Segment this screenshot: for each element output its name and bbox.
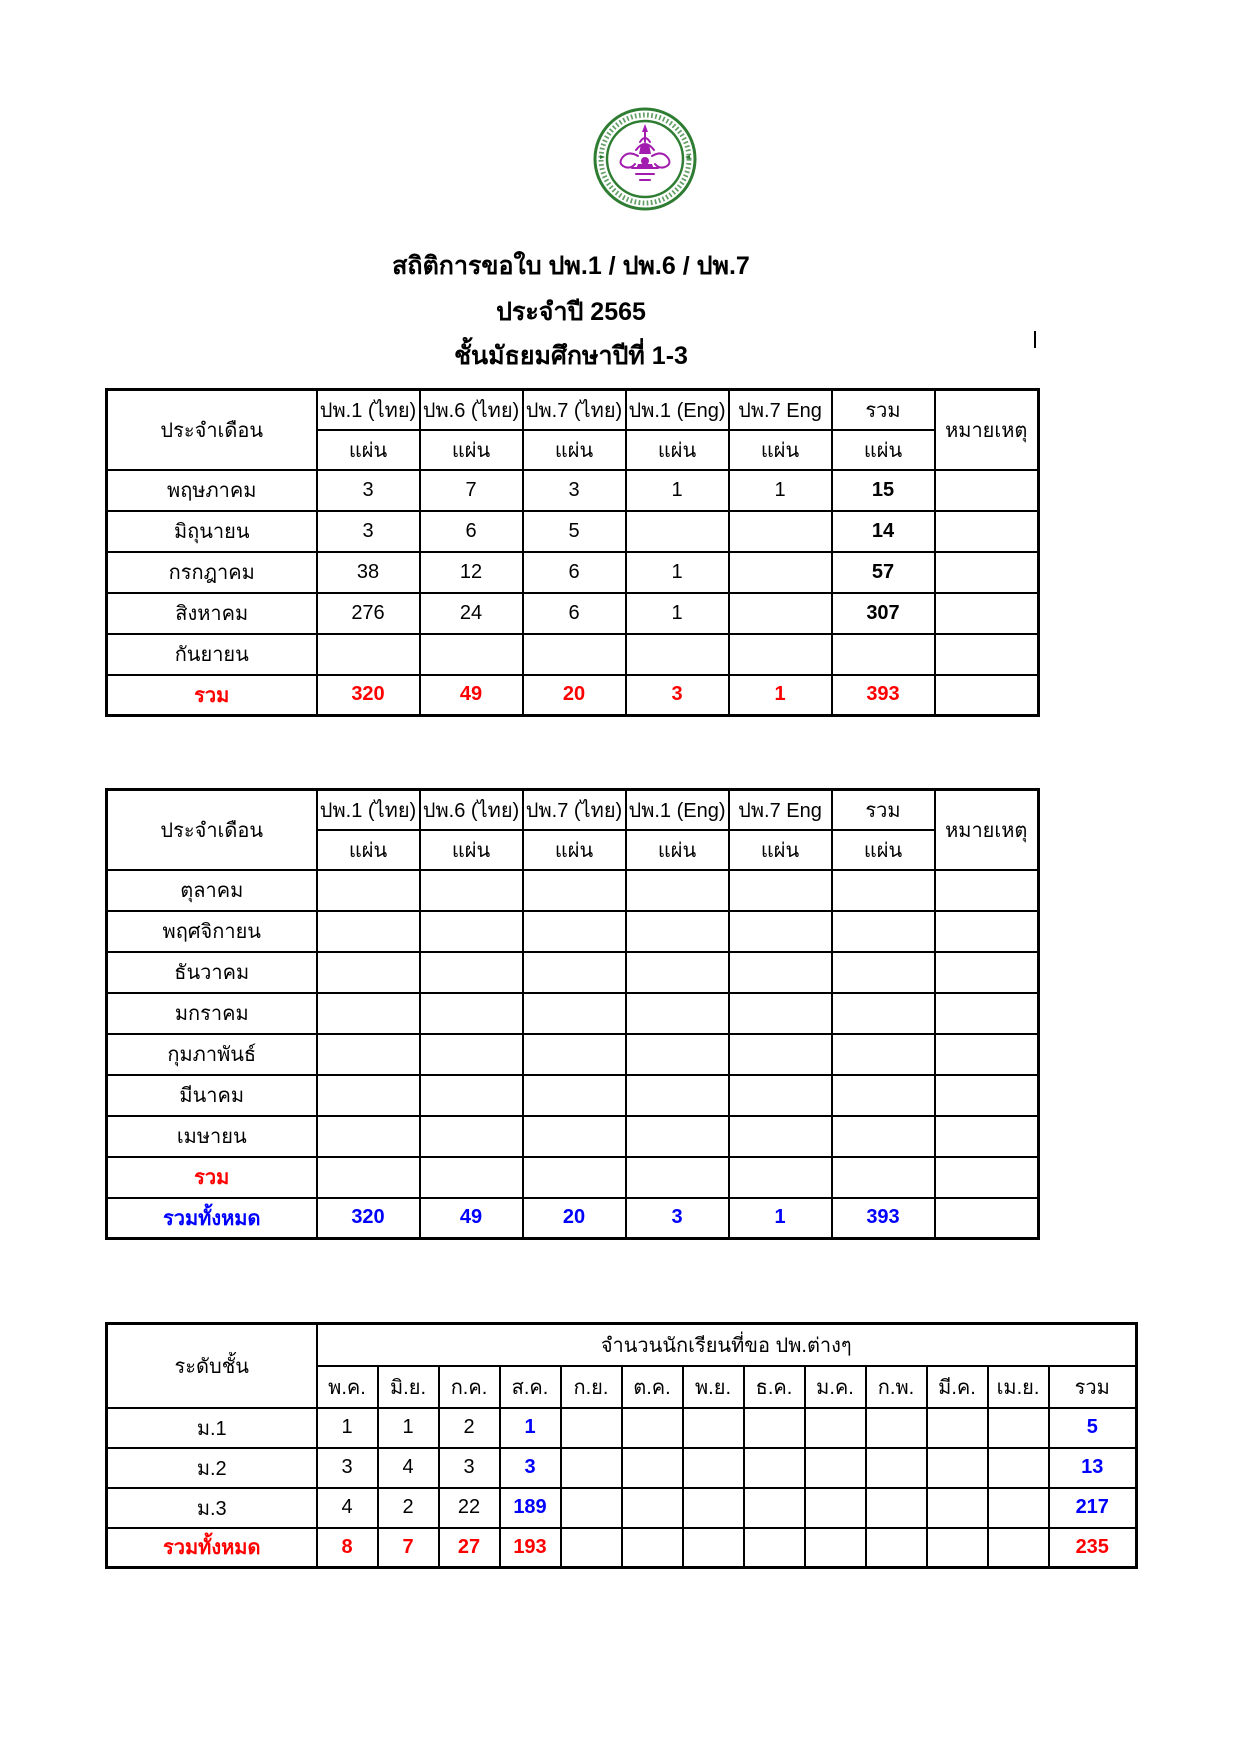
table-cell: 38 — [317, 552, 420, 593]
table-cell — [420, 870, 523, 911]
column-header-month: ส.ค. — [500, 1366, 561, 1408]
unit-label: แผ่น — [523, 830, 626, 870]
table-row — [107, 470, 1039, 511]
table-cell: 27 — [439, 1528, 500, 1568]
table-cell — [927, 1488, 988, 1528]
column-header-month: ม.ค. — [805, 1366, 866, 1408]
table-cell: 49 — [420, 1198, 523, 1239]
unit-label: แผ่น — [523, 430, 626, 470]
column-header-doc: ปพ.7 (ไทย) — [523, 790, 626, 830]
row-label: มิถุนายน — [107, 511, 317, 552]
table-cell — [420, 634, 523, 675]
table-cell — [622, 1408, 683, 1448]
table-cell — [683, 1408, 744, 1448]
table-row — [107, 593, 1039, 634]
column-header-total: รวม — [832, 390, 935, 430]
note-cell — [935, 1034, 1039, 1075]
table-cell — [561, 1528, 622, 1568]
table-row — [107, 1448, 1137, 1488]
row-total-cell: 393 — [832, 675, 935, 716]
row-label: รวม — [107, 1157, 317, 1198]
table-cell — [317, 911, 420, 952]
table-cell — [626, 634, 729, 675]
table-cell: 320 — [317, 675, 420, 716]
row-label: พฤศจิกายน — [107, 911, 317, 952]
semester1-table — [105, 388, 1040, 717]
table-cell: 2 — [378, 1488, 439, 1528]
table-cell — [729, 952, 832, 993]
table-cell — [561, 1408, 622, 1448]
table-row — [107, 870, 1039, 911]
table-row — [107, 1408, 1137, 1448]
column-header-doc: ปพ.1 (Eng) — [626, 790, 729, 830]
note-cell — [935, 511, 1039, 552]
table-cell — [927, 1408, 988, 1448]
table-cell — [805, 1448, 866, 1488]
table-row — [107, 1075, 1039, 1116]
table-cell: 20 — [523, 1198, 626, 1239]
table-row — [107, 1116, 1039, 1157]
table-cell — [729, 511, 832, 552]
note-cell — [935, 993, 1039, 1034]
column-header-doc: ปพ.1 (Eng) — [626, 390, 729, 430]
column-header-month: ก.ค. — [439, 1366, 500, 1408]
table-cell — [683, 1448, 744, 1488]
table-cell: 22 — [439, 1488, 500, 1528]
table-cell — [683, 1528, 744, 1568]
row-total-cell — [832, 993, 935, 1034]
grand-total-row — [107, 1528, 1137, 1568]
table-cell — [805, 1488, 866, 1528]
unit-label: แผ่น — [626, 830, 729, 870]
note-cell — [935, 675, 1039, 716]
row-label: รวมทั้งหมด — [107, 1198, 317, 1239]
table-cell — [420, 911, 523, 952]
note-cell — [935, 1116, 1039, 1157]
column-header-total: รวม — [832, 790, 935, 830]
table-cell — [523, 911, 626, 952]
column-header-doc: ปพ.7 Eng — [729, 390, 832, 430]
table-cell — [561, 1488, 622, 1528]
table-cell — [523, 1116, 626, 1157]
table-cell: 3 — [439, 1448, 500, 1488]
table-cell: 3 — [523, 470, 626, 511]
table-cell — [805, 1528, 866, 1568]
page-subtitle-year: ประจำปี 2565 — [496, 298, 646, 326]
table-cell: 1 — [729, 470, 832, 511]
row-total-cell — [832, 634, 935, 675]
table-cell: 3 — [626, 675, 729, 716]
row-total-cell — [832, 1075, 935, 1116]
table-cell — [729, 993, 832, 1034]
table-cell — [729, 911, 832, 952]
table-cell — [866, 1448, 927, 1488]
unit-label: แผ่น — [729, 830, 832, 870]
table-row — [107, 993, 1039, 1034]
unit-label: แผ่น — [317, 830, 420, 870]
total-row — [107, 675, 1039, 716]
table-row — [107, 1488, 1137, 1528]
unit-label: แผ่น — [317, 430, 420, 470]
note-cell — [935, 593, 1039, 634]
table-cell: 6 — [523, 593, 626, 634]
unit-label: แผ่น — [832, 830, 935, 870]
column-header-doc: ปพ.1 (ไทย) — [317, 390, 420, 430]
table-cell: 20 — [523, 675, 626, 716]
table-cell: 7 — [420, 470, 523, 511]
table-cell — [626, 511, 729, 552]
total-row — [107, 1157, 1039, 1198]
table-cell: 1 — [626, 593, 729, 634]
row-label: เมษายน — [107, 1116, 317, 1157]
table-cell — [866, 1488, 927, 1528]
table-cell — [626, 870, 729, 911]
table-cell — [744, 1488, 805, 1528]
semester2-table — [105, 788, 1040, 1240]
row-total-cell — [832, 870, 935, 911]
row-total-cell: 57 — [832, 552, 935, 593]
table-cell: 3 — [317, 1448, 378, 1488]
table-row — [107, 511, 1039, 552]
table-cell — [317, 993, 420, 1034]
table-cell — [626, 1116, 729, 1157]
table-cell: 7 — [378, 1528, 439, 1568]
row-total-cell: 5 — [1049, 1408, 1137, 1448]
table-cell: 189 — [500, 1488, 561, 1528]
table-cell — [683, 1488, 744, 1528]
table-cell — [729, 870, 832, 911]
table-cell — [626, 1075, 729, 1116]
row-total-cell — [832, 1116, 935, 1157]
table-cell: 8 — [317, 1528, 378, 1568]
note-cell — [935, 870, 1039, 911]
unit-label: แผ่น — [420, 430, 523, 470]
table-cell — [744, 1408, 805, 1448]
table-cell: 320 — [317, 1198, 420, 1239]
row-total-cell: 13 — [1049, 1448, 1137, 1488]
table-cell: 3 — [317, 511, 420, 552]
table-row — [107, 1034, 1039, 1075]
row-label: มีนาคม — [107, 1075, 317, 1116]
table-cell — [626, 1157, 729, 1198]
table-cell: 4 — [317, 1488, 378, 1528]
row-total-cell — [832, 911, 935, 952]
table-cell — [988, 1488, 1049, 1528]
column-header-month: เม.ย. — [988, 1366, 1049, 1408]
table-cell — [729, 552, 832, 593]
table-cell — [866, 1528, 927, 1568]
column-header-month: พ.ค. — [317, 1366, 378, 1408]
row-total-cell: 217 — [1049, 1488, 1137, 1528]
column-header-month: ประจำเดือน — [107, 790, 317, 870]
table-cell — [744, 1528, 805, 1568]
row-total-cell: 235 — [1049, 1528, 1137, 1568]
table-row — [107, 911, 1039, 952]
table-cell: 49 — [420, 675, 523, 716]
table-cell: 1 — [626, 470, 729, 511]
page-title: สถิติการขอใบ ปพ.1 / ปพ.6 / ปพ.7 — [392, 252, 750, 280]
table-cell — [523, 1034, 626, 1075]
table-cell — [420, 952, 523, 993]
row-label: รวม — [107, 675, 317, 716]
table-cell: 1 — [317, 1408, 378, 1448]
table-cell: 1 — [729, 1198, 832, 1239]
row-label: กุมภาพันธ์ — [107, 1034, 317, 1075]
row-label: สิงหาคม — [107, 593, 317, 634]
grand-total-row — [107, 1198, 1039, 1239]
row-label: กรกฎาคม — [107, 552, 317, 593]
column-header-total: รวม — [1049, 1366, 1137, 1408]
unit-label: แผ่น — [729, 430, 832, 470]
note-cell — [935, 911, 1039, 952]
table-cell: 3 — [626, 1198, 729, 1239]
column-header-month: ก.ย. — [561, 1366, 622, 1408]
row-total-cell: 15 — [832, 470, 935, 511]
note-cell — [935, 552, 1039, 593]
table-cell — [622, 1528, 683, 1568]
table-cell — [729, 634, 832, 675]
unit-label: แผ่น — [832, 430, 935, 470]
table-cell — [805, 1408, 866, 1448]
table-cell — [420, 1157, 523, 1198]
table-cell — [626, 911, 729, 952]
note-cell — [935, 1075, 1039, 1116]
table-cell — [420, 1075, 523, 1116]
row-total-cell: 393 — [832, 1198, 935, 1239]
table-cell — [523, 1157, 626, 1198]
column-header-month: มี.ค. — [927, 1366, 988, 1408]
unit-label: แผ่น — [420, 830, 523, 870]
table-cell — [988, 1448, 1049, 1488]
column-header-doc: ปพ.1 (ไทย) — [317, 790, 420, 830]
table-cell — [523, 952, 626, 993]
note-cell — [935, 634, 1039, 675]
table-cell: 2 — [439, 1408, 500, 1448]
table-cell — [626, 952, 729, 993]
table-cell — [988, 1408, 1049, 1448]
table-cell — [523, 870, 626, 911]
table-cell — [420, 1034, 523, 1075]
column-header-month: พ.ย. — [683, 1366, 744, 1408]
table-cell — [927, 1528, 988, 1568]
table-cell: 4 — [378, 1448, 439, 1488]
table-cell — [729, 1034, 832, 1075]
table-cell — [317, 1157, 420, 1198]
page-subtitle-level: ชั้นมัธยมศึกษาปีที่ 1-3 — [454, 342, 688, 370]
table-cell: 5 — [523, 511, 626, 552]
table-cell: 6 — [420, 511, 523, 552]
table-cell — [729, 593, 832, 634]
span-header: จำนวนนักเรียนที่ขอ ปพ.ต่างๆ — [317, 1324, 1137, 1366]
column-header-doc: ปพ.6 (ไทย) — [420, 790, 523, 830]
row-label: ตุลาคม — [107, 870, 317, 911]
table-cell — [420, 1116, 523, 1157]
stray-border-mark — [1034, 331, 1036, 348]
column-header-month: มิ.ย. — [378, 1366, 439, 1408]
row-label: กันยายน — [107, 634, 317, 675]
row-total-cell — [832, 952, 935, 993]
table-cell — [561, 1448, 622, 1488]
row-total-cell — [832, 1157, 935, 1198]
row-label: ธันวาคม — [107, 952, 317, 993]
table-cell: 1 — [626, 552, 729, 593]
table-cell — [626, 993, 729, 1034]
table-cell — [988, 1528, 1049, 1568]
table-cell — [729, 1075, 832, 1116]
table-cell: 3 — [500, 1448, 561, 1488]
row-label: ม.3 — [107, 1488, 317, 1528]
table-cell — [420, 993, 523, 1034]
table-cell: 12 — [420, 552, 523, 593]
table-cell — [626, 1034, 729, 1075]
table-row — [107, 552, 1039, 593]
column-header-doc: ปพ.7 (ไทย) — [523, 390, 626, 430]
table-cell: 276 — [317, 593, 420, 634]
table-cell — [866, 1408, 927, 1448]
row-total-cell: 307 — [832, 593, 935, 634]
column-header-note: หมายเหตุ — [935, 790, 1039, 870]
column-header-month: ก.พ. — [866, 1366, 927, 1408]
table-cell: 1 — [729, 675, 832, 716]
school-emblem-icon — [592, 106, 698, 212]
table-cell — [523, 1075, 626, 1116]
table-cell — [729, 1157, 832, 1198]
column-header-doc: ปพ.7 Eng — [729, 790, 832, 830]
table-cell — [317, 1034, 420, 1075]
note-cell — [935, 1157, 1039, 1198]
table-cell: 3 — [317, 470, 420, 511]
table-cell — [622, 1488, 683, 1528]
row-label: พฤษภาคม — [107, 470, 317, 511]
table-cell: 24 — [420, 593, 523, 634]
column-header-level: ระดับชั้น — [107, 1324, 317, 1408]
row-label: ม.1 — [107, 1408, 317, 1448]
student-count-table — [105, 1322, 1138, 1569]
row-total-cell: 14 — [832, 511, 935, 552]
unit-label: แผ่น — [626, 430, 729, 470]
note-cell — [935, 952, 1039, 993]
note-cell — [935, 1198, 1039, 1239]
table-cell — [317, 634, 420, 675]
table-cell — [317, 952, 420, 993]
table-cell: 193 — [500, 1528, 561, 1568]
table-cell — [927, 1448, 988, 1488]
table-cell — [317, 1116, 420, 1157]
table-cell — [523, 634, 626, 675]
table-cell: 1 — [500, 1408, 561, 1448]
table-cell: 6 — [523, 552, 626, 593]
row-label: ม.2 — [107, 1448, 317, 1488]
table-cell: 1 — [378, 1408, 439, 1448]
table-cell — [523, 993, 626, 1034]
table-cell — [729, 1116, 832, 1157]
column-header-month: ประจำเดือน — [107, 390, 317, 470]
column-header-note: หมายเหตุ — [935, 390, 1039, 470]
column-header-month: ธ.ค. — [744, 1366, 805, 1408]
table-cell — [622, 1448, 683, 1488]
row-label: รวมทั้งหมด — [107, 1528, 317, 1568]
table-cell — [317, 1075, 420, 1116]
table-cell — [317, 870, 420, 911]
table-row — [107, 634, 1039, 675]
column-header-month: ต.ค. — [622, 1366, 683, 1408]
row-total-cell — [832, 1034, 935, 1075]
row-label: มกราคม — [107, 993, 317, 1034]
note-cell — [935, 470, 1039, 511]
table-cell — [744, 1448, 805, 1488]
table-row — [107, 952, 1039, 993]
column-header-doc: ปพ.6 (ไทย) — [420, 390, 523, 430]
